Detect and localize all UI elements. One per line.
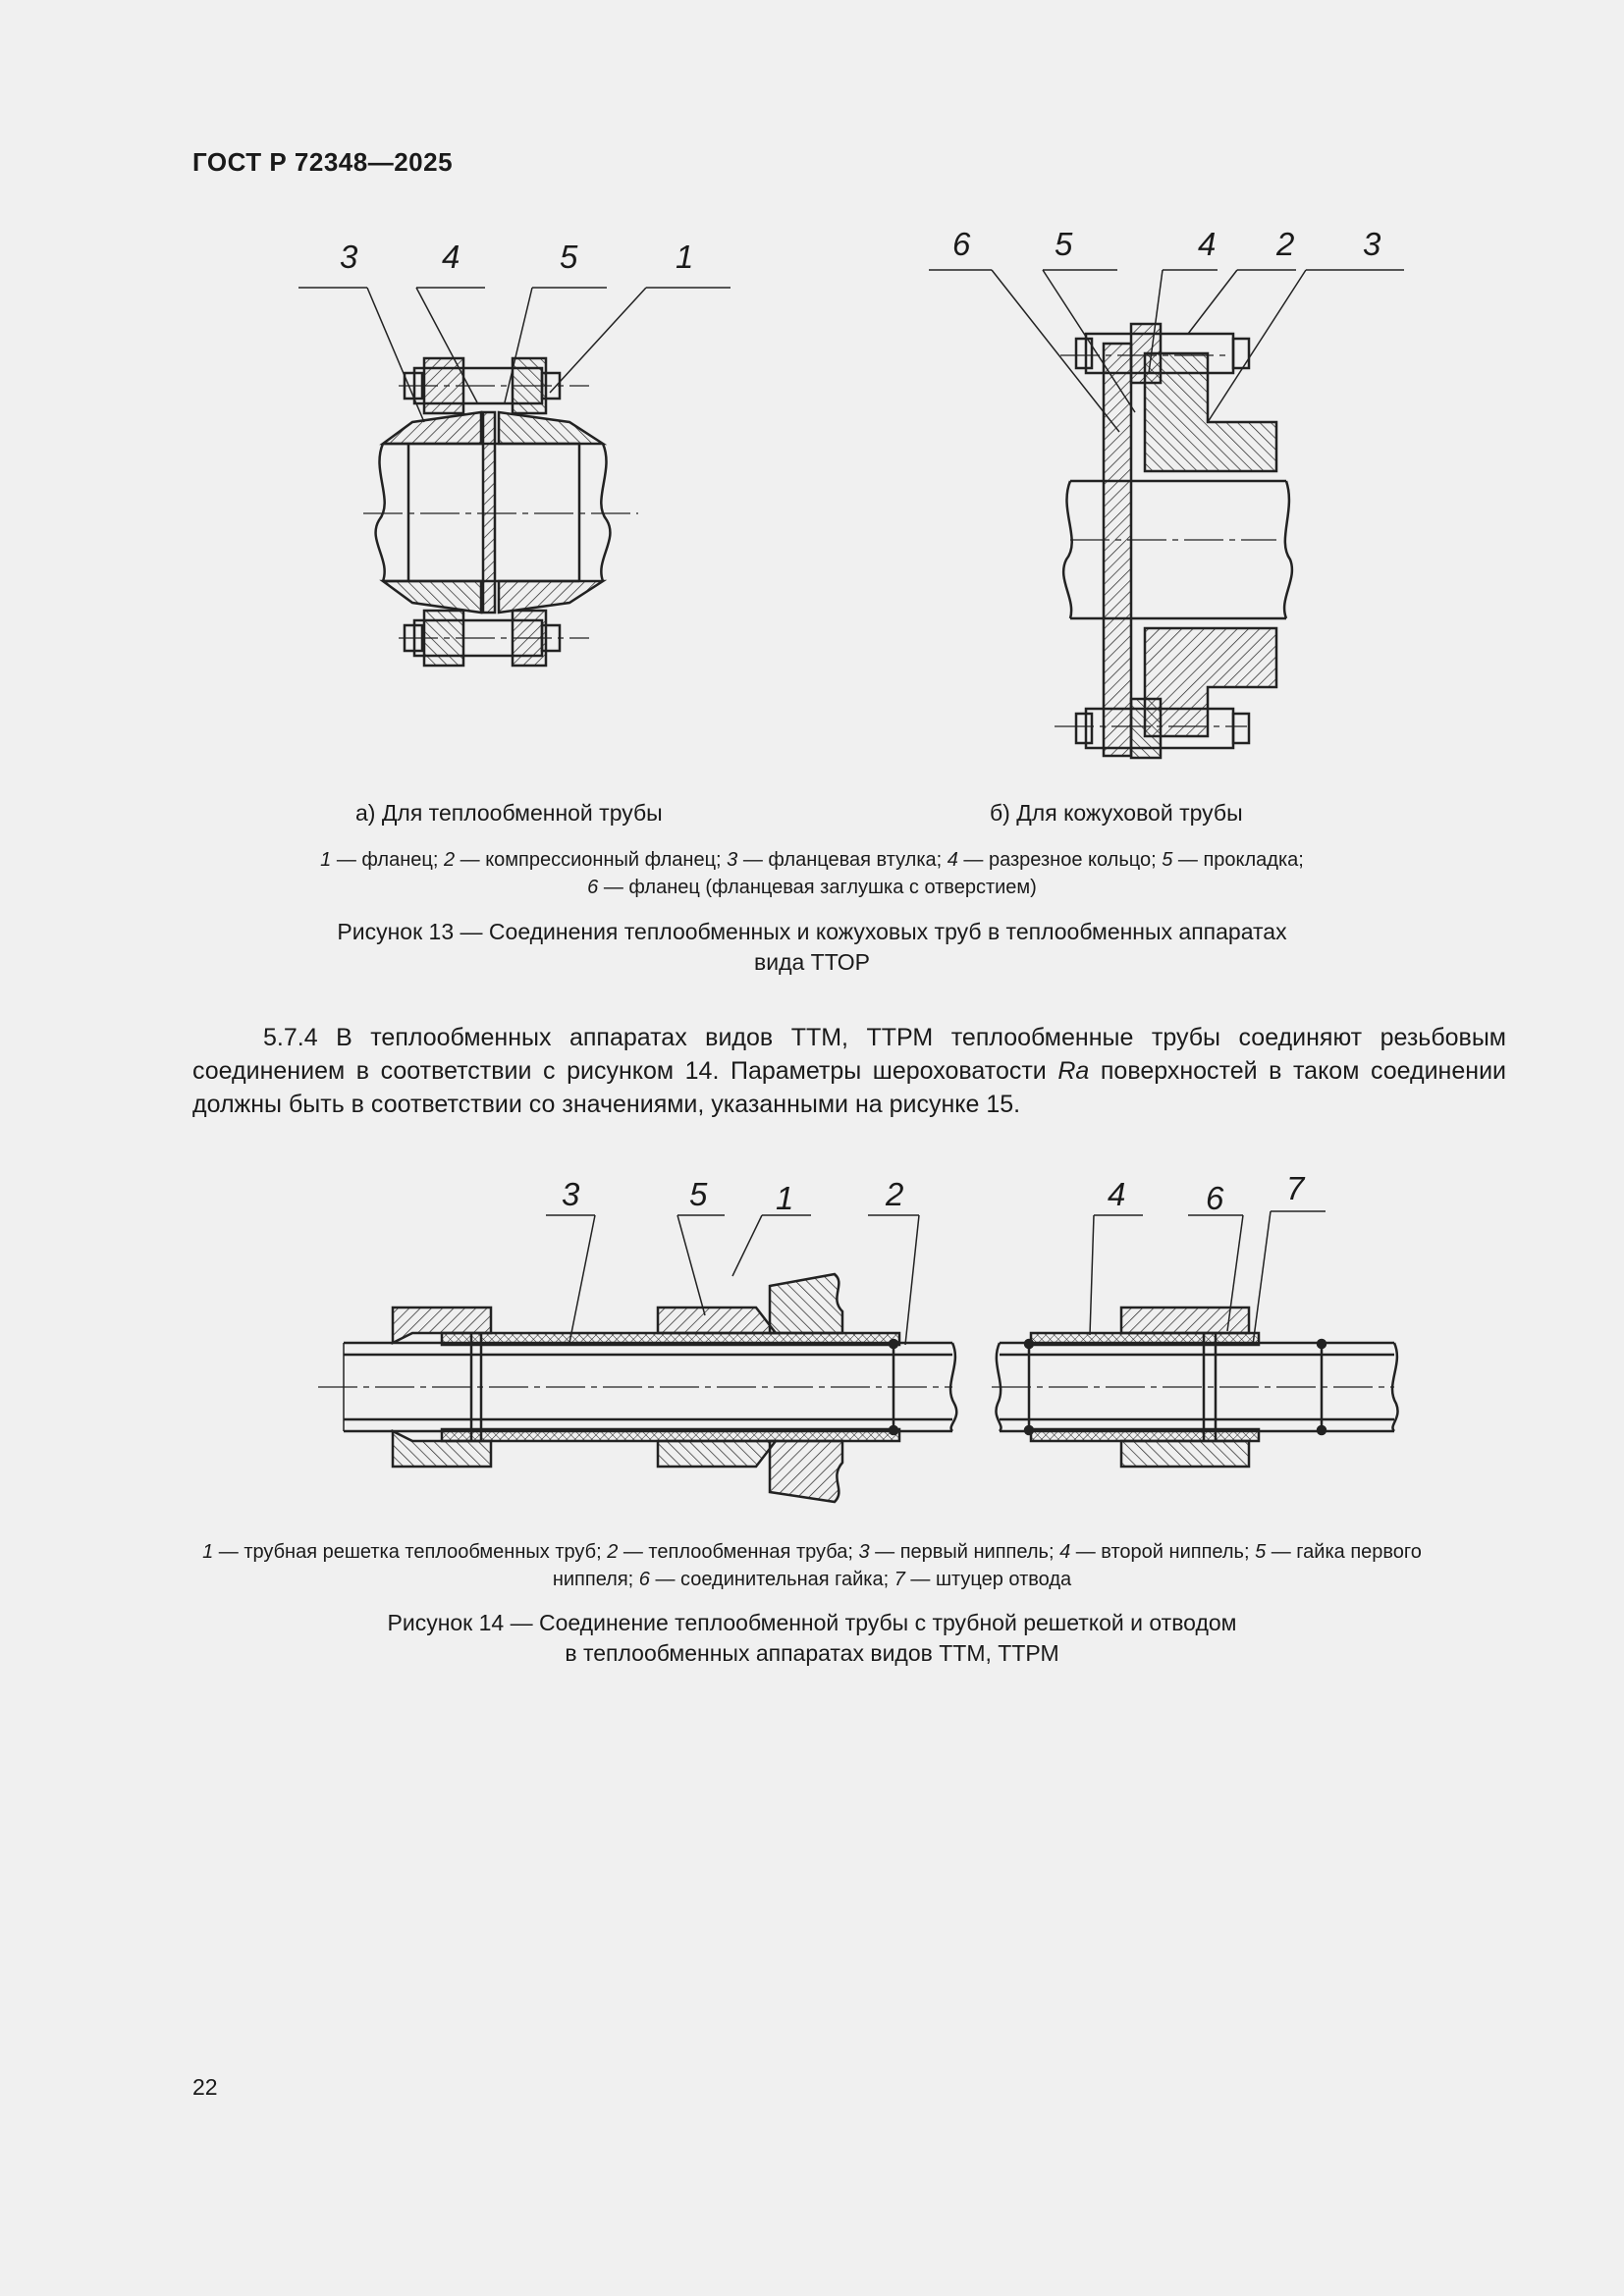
figure-14-caption: [192, 1608, 1432, 1669]
paragraph-5-7-4: [192, 1021, 1506, 1121]
callout-4: 4: [1108, 1176, 1126, 1212]
paragraph-text: поверхностей в таком соединении должны быть в соответствии со значениями, указанными на рисунке 15.: [192, 1057, 1506, 1118]
figure-14-drawing: [304, 1168, 1404, 1522]
legend-num: 4: [1059, 1541, 1071, 1563]
caption-line: вида ТТОР: [754, 949, 870, 975]
legend-text: — разрезное кольцо;: [957, 849, 1163, 871]
callout-b-6: 6: [952, 226, 971, 262]
callout-7: 7: [1286, 1170, 1305, 1206]
callout-b-3: 3: [1363, 226, 1381, 262]
legend-num: 1: [202, 1541, 214, 1563]
legend-text: — прокладка;: [1172, 849, 1304, 871]
legend-num: 4: [947, 849, 958, 871]
legend-text: — компрессионный фланец;: [455, 849, 728, 871]
callout-b-4: 4: [1198, 226, 1217, 262]
legend-num: 5: [1255, 1541, 1267, 1563]
page-header: ГОСТ Р 72348—2025: [192, 147, 454, 177]
legend-text: — фланец;: [331, 849, 444, 871]
legend-text: — трубная решетка теплообменных труб;: [213, 1541, 608, 1563]
legend-num: 3: [858, 1541, 870, 1563]
legend-text: — первый ниппель;: [869, 1541, 1060, 1563]
callout-a-3: 3: [340, 239, 358, 275]
figure-13-legend: [192, 846, 1432, 901]
legend-num: 3: [727, 849, 738, 871]
figure-14-legend: [192, 1538, 1432, 1593]
callout-a-5: 5: [560, 239, 578, 275]
legend-num: 7: [893, 1569, 905, 1590]
caption-line: Рисунок 13 — Соединения теплообменных и кожуховых труб в теплообменных аппаратах: [337, 919, 1287, 944]
legend-text: — штуцер отвода: [904, 1569, 1072, 1590]
legend-num: 5: [1162, 849, 1173, 871]
legend-text: — фланцевая втулка;: [737, 849, 947, 871]
legend-text: — соединительная гайка;: [649, 1569, 894, 1590]
figure-13-subcaption-b: б) Для кожуховой трубы: [990, 800, 1243, 826]
page-number: 22: [192, 2074, 218, 2100]
figure-13-drawing: [285, 226, 1424, 775]
legend-text: — гайка первого ниппеля;: [552, 1541, 1422, 1590]
caption-line: Рисунок 14 — Соединение теплообменной трубы с трубной решеткой и отводом: [387, 1610, 1237, 1635]
callout-1: 1: [776, 1180, 794, 1216]
callout-a-1: 1: [676, 239, 694, 275]
callout-3: 3: [562, 1176, 580, 1212]
callout-2: 2: [886, 1176, 904, 1212]
roughness-symbol: Ra: [1057, 1057, 1090, 1085]
legend-text: — фланец (фланцевая заглушка с отверстием): [598, 877, 1037, 898]
callout-6: 6: [1206, 1180, 1224, 1216]
callout-b-5: 5: [1055, 226, 1073, 262]
paragraph-text: 5.7.4 В теплообменных аппаратах видов ТТМ, ТТРМ теплообменные трубы соединяют резьбовым соединением в соответствии с рисунком 14. Параметры шероховатости: [192, 1024, 1506, 1085]
figure-13-subcaption-a: а) Для теплообменной трубы: [355, 800, 663, 826]
legend-num: 1: [320, 849, 332, 871]
callout-b-2: 2: [1276, 226, 1295, 262]
callout-5: 5: [689, 1176, 708, 1212]
legend-text: — второй ниппель;: [1070, 1541, 1256, 1563]
legend-num: 2: [443, 849, 456, 871]
figure-13-caption: [192, 917, 1432, 978]
legend-text: — теплообменная труба;: [618, 1541, 859, 1563]
caption-line: в теплообменных аппаратах видов ТТМ, ТТРМ: [565, 1640, 1059, 1666]
legend-num: 6: [587, 877, 599, 898]
legend-num: 2: [607, 1541, 619, 1563]
legend-num: 6: [638, 1569, 650, 1590]
callout-a-4: 4: [442, 239, 460, 275]
